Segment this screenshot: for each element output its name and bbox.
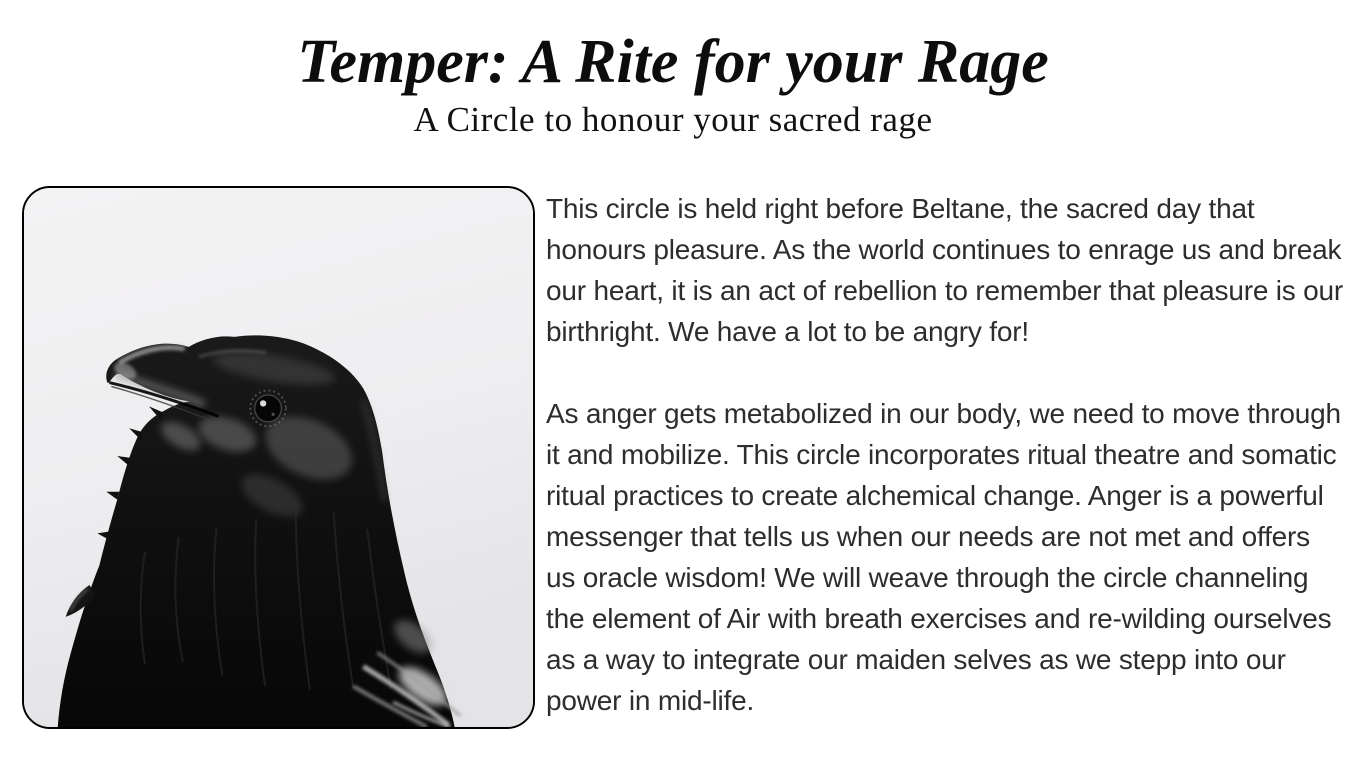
raven-photo-frame: [22, 186, 535, 729]
page-subtitle: A Circle to honour your sacred rage: [413, 100, 933, 140]
description-text: [546, 188, 1346, 721]
raven-image: [24, 188, 533, 727]
page-title: Temper: A Rite for your Rage: [297, 28, 1049, 96]
description-paragraph-2: As anger gets metabolized in our body, we need to move through it and mobilize. This circle incorporates ritual theatre and somatic ritual practices to create alchemical change. Anger is a powerful messenger that tells us when our needs are not met and offers us oracle wisdom! We will weave through the circle channeling the element of Air with breath exercises and re-wilding ourselves as a way to integrate our maiden selves as we stepp into our power in mid-life.: [546, 398, 1341, 716]
description-paragraph-1: This circle is held right before Beltane, the sacred day that honours pleasure. As the world continues to enrage us and break our heart, it is an act of rebellion to remember that pleasure is our birthright. We have a lot to be angry for!: [546, 193, 1344, 347]
header: [0, 28, 1346, 141]
